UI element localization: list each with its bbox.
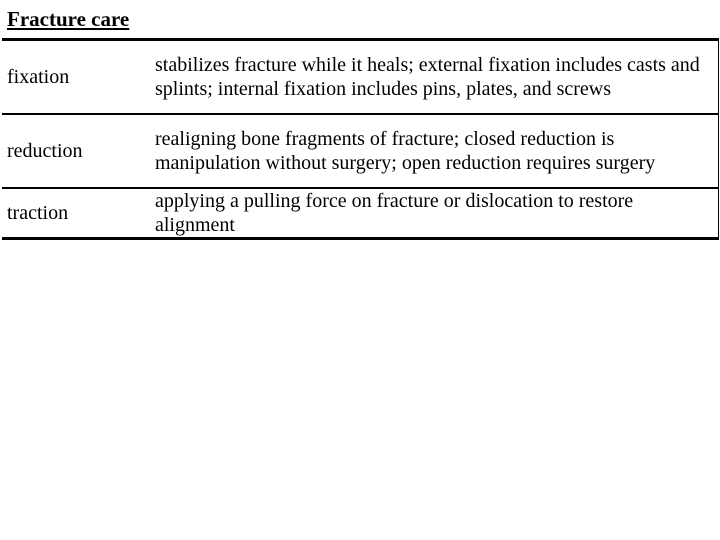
definition-cell: applying a pulling force on fracture or dislocation to restore alignment (150, 188, 719, 239)
page-title: Fracture care (7, 7, 130, 31)
term-table (2, 38, 719, 240)
term-cell: traction (2, 188, 150, 239)
term-cell: fixation (7, 66, 70, 88)
term-cell: reduction (2, 114, 150, 188)
definition-cell: stabilizes fracture while it heals; external fixation includes casts and splints; internal fixation includes pins, plates, and screws (155, 54, 700, 100)
table-row (2, 40, 719, 115)
table-row (2, 188, 719, 239)
definition-cell: realigning bone fragments of fracture; closed reduction is manipulation without surgery; open reduction requires surgery (150, 114, 719, 188)
table-row (2, 114, 719, 188)
